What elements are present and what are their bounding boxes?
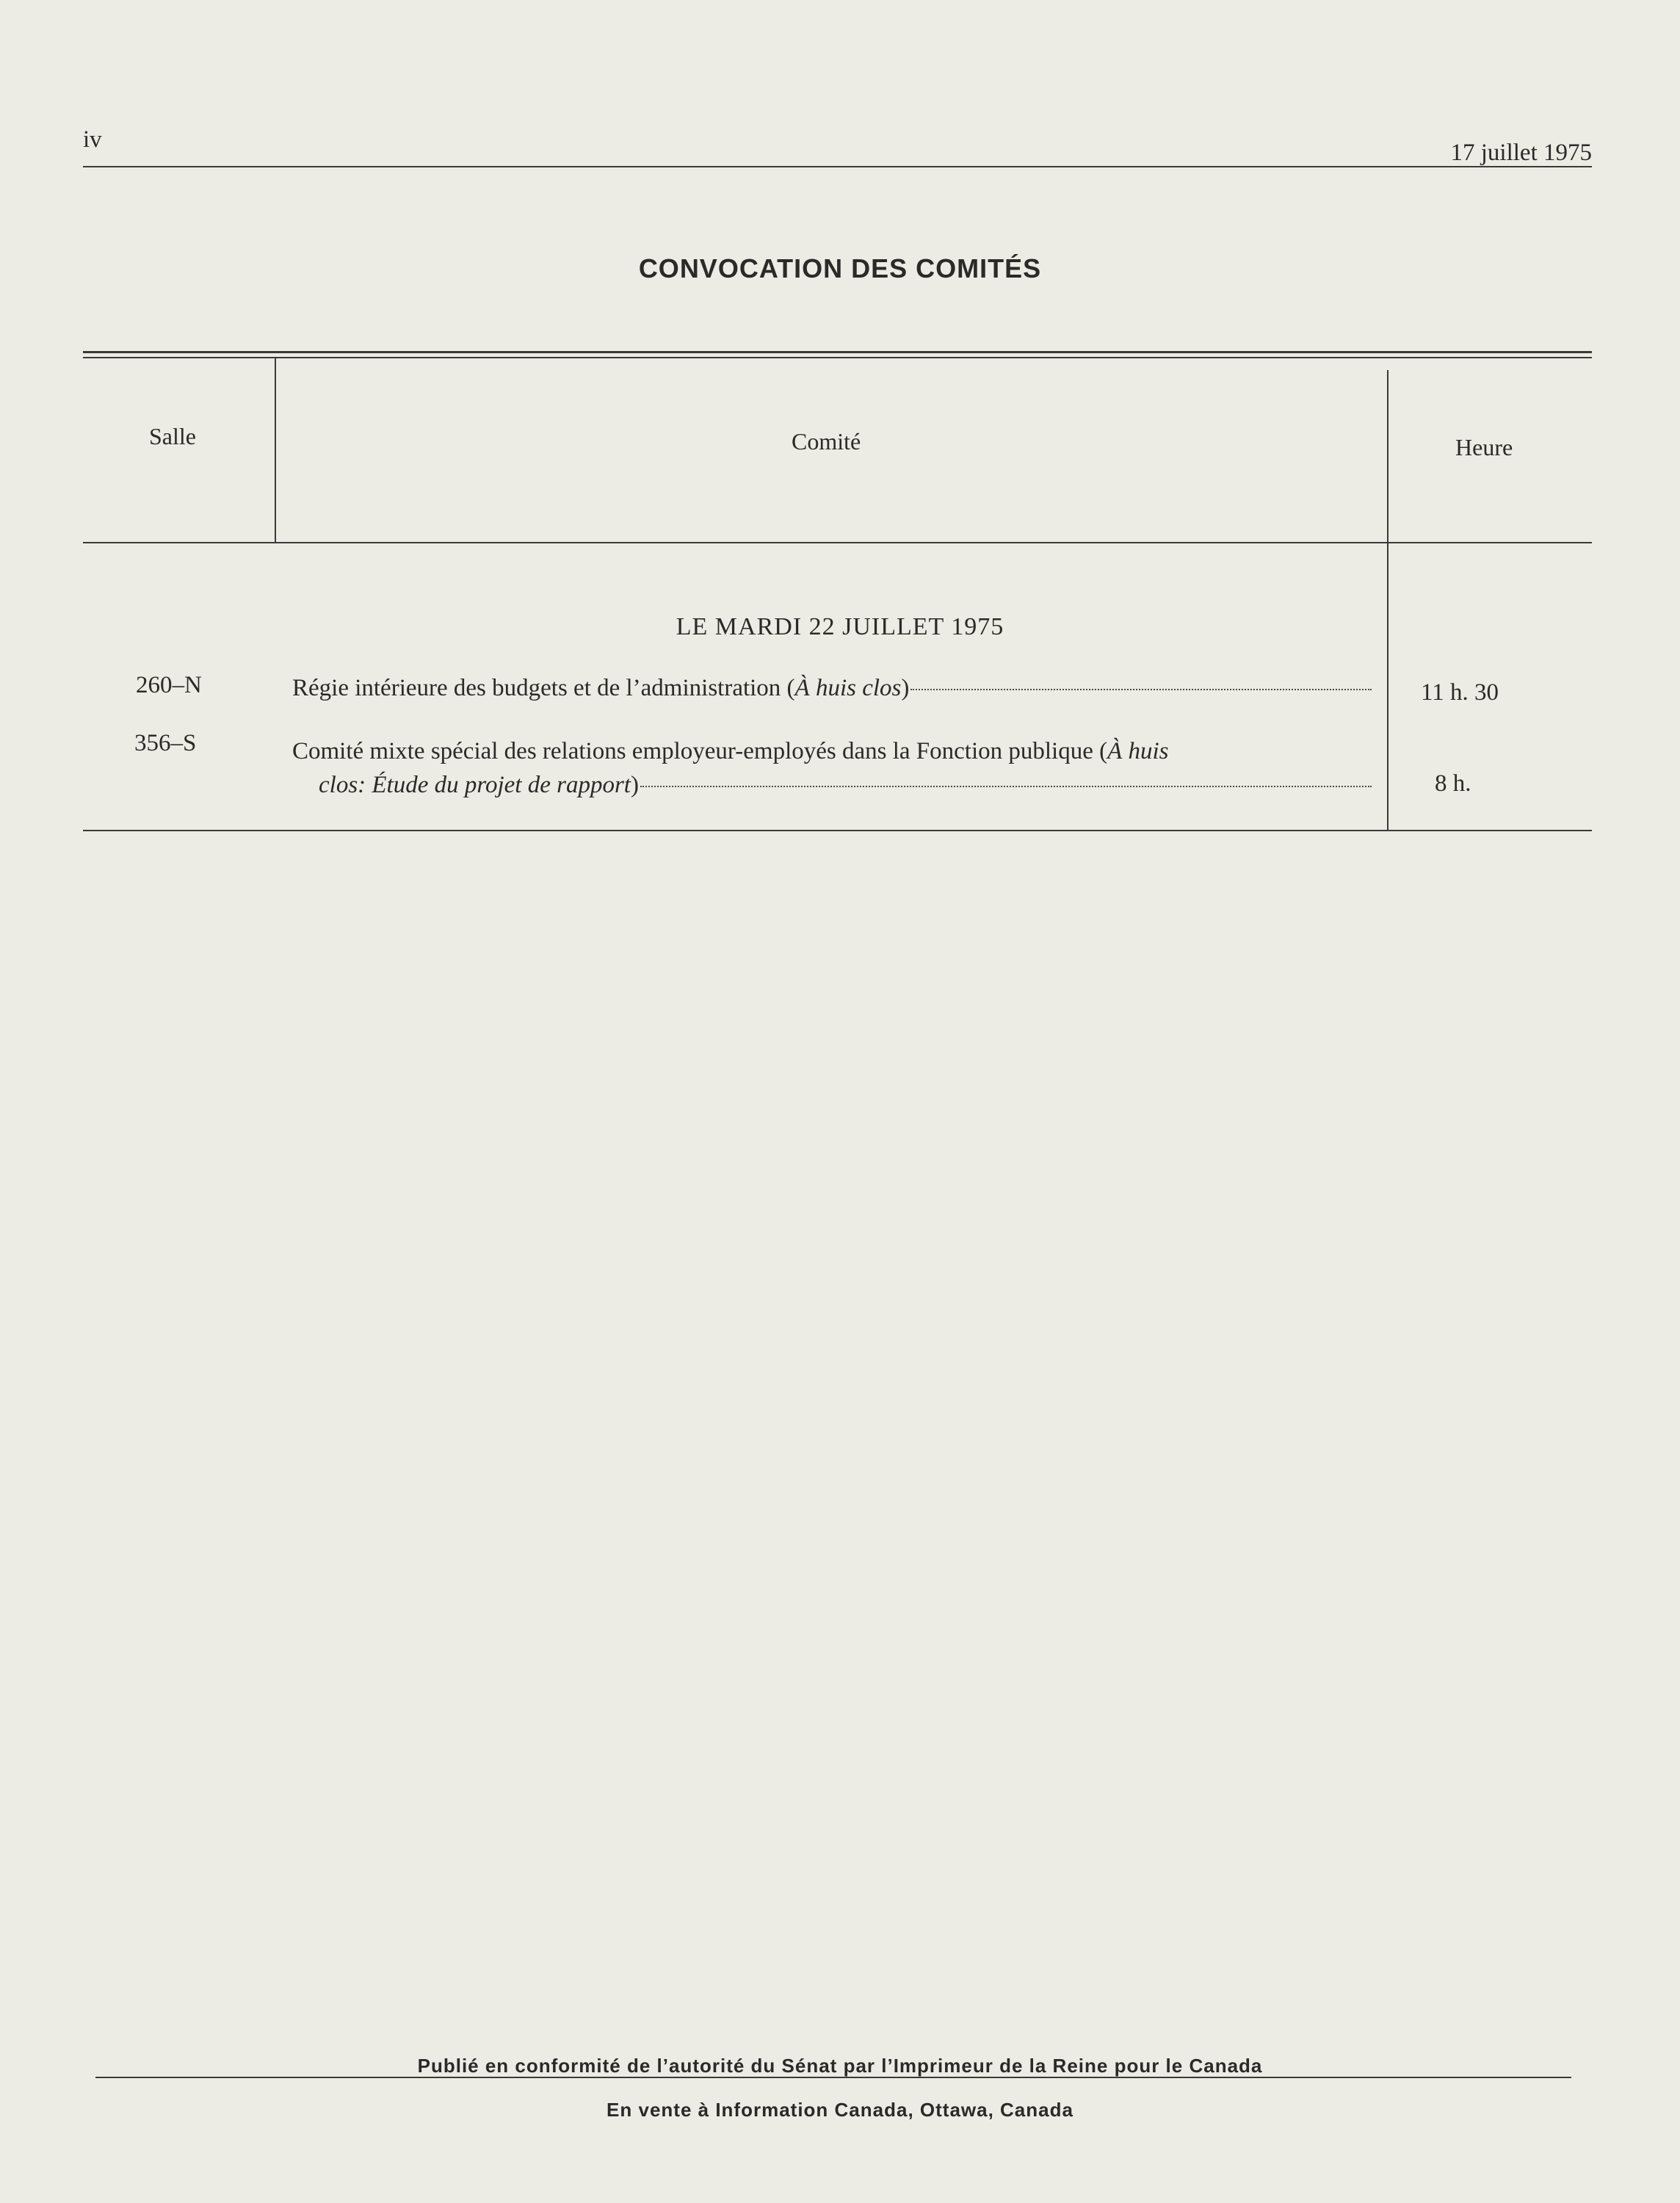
- committee-close: ): [901, 675, 910, 701]
- table-header-rule: [83, 542, 1592, 543]
- table-top-rule: [83, 351, 1592, 353]
- table-row-committee: [292, 734, 1372, 802]
- table-row-time: 11 h. 30: [1421, 679, 1499, 706]
- column-divider-right: [1387, 370, 1388, 830]
- table-top-rule-2: [83, 357, 1592, 358]
- page-date: 17 juillet 1975: [1450, 140, 1592, 166]
- committee-text: Comité mixte spécial des relations employeur-employés dans la Fonction publique (: [292, 738, 1108, 764]
- table-row-room: 260–N: [136, 672, 202, 698]
- committee-text: Régie intérieure des budgets et de l’administration (: [292, 675, 795, 701]
- footer-publisher-line: Publié en conformité de l’autorité du Sénat par l’Imprimeur de la Reine pour le Canada: [417, 2055, 1263, 2077]
- column-header-time: Heure: [1455, 434, 1513, 460]
- footer-rule: [95, 2077, 1571, 2078]
- column-divider-left: [275, 357, 276, 542]
- header-rule: [83, 166, 1592, 167]
- column-header-committee: Comité: [792, 428, 861, 455]
- committee-italic: À huis clos: [794, 675, 902, 701]
- table-row-time: 8 h.: [1435, 770, 1471, 797]
- table-row-room: 356–S: [134, 730, 197, 756]
- section-title: CONVOCATION DES COMITÉS: [638, 253, 1042, 283]
- column-header-room: Salle: [149, 423, 196, 449]
- day-heading: LE MARDI 22 JUILLET 1975: [676, 613, 1004, 640]
- committee-italic: À huis: [1107, 738, 1169, 764]
- table-bottom-rule: [83, 830, 1592, 831]
- leader-dots: [640, 786, 1372, 787]
- committee-italic-line2: clos: Étude du projet de rapport: [319, 772, 631, 798]
- footer-sale-line: En vente à Information Canada, Ottawa, Canada: [607, 2099, 1073, 2121]
- committee-close: ): [630, 772, 639, 798]
- table-row-committee: [292, 671, 1372, 705]
- page-number: iv: [83, 126, 102, 153]
- leader-dots: [910, 689, 1372, 690]
